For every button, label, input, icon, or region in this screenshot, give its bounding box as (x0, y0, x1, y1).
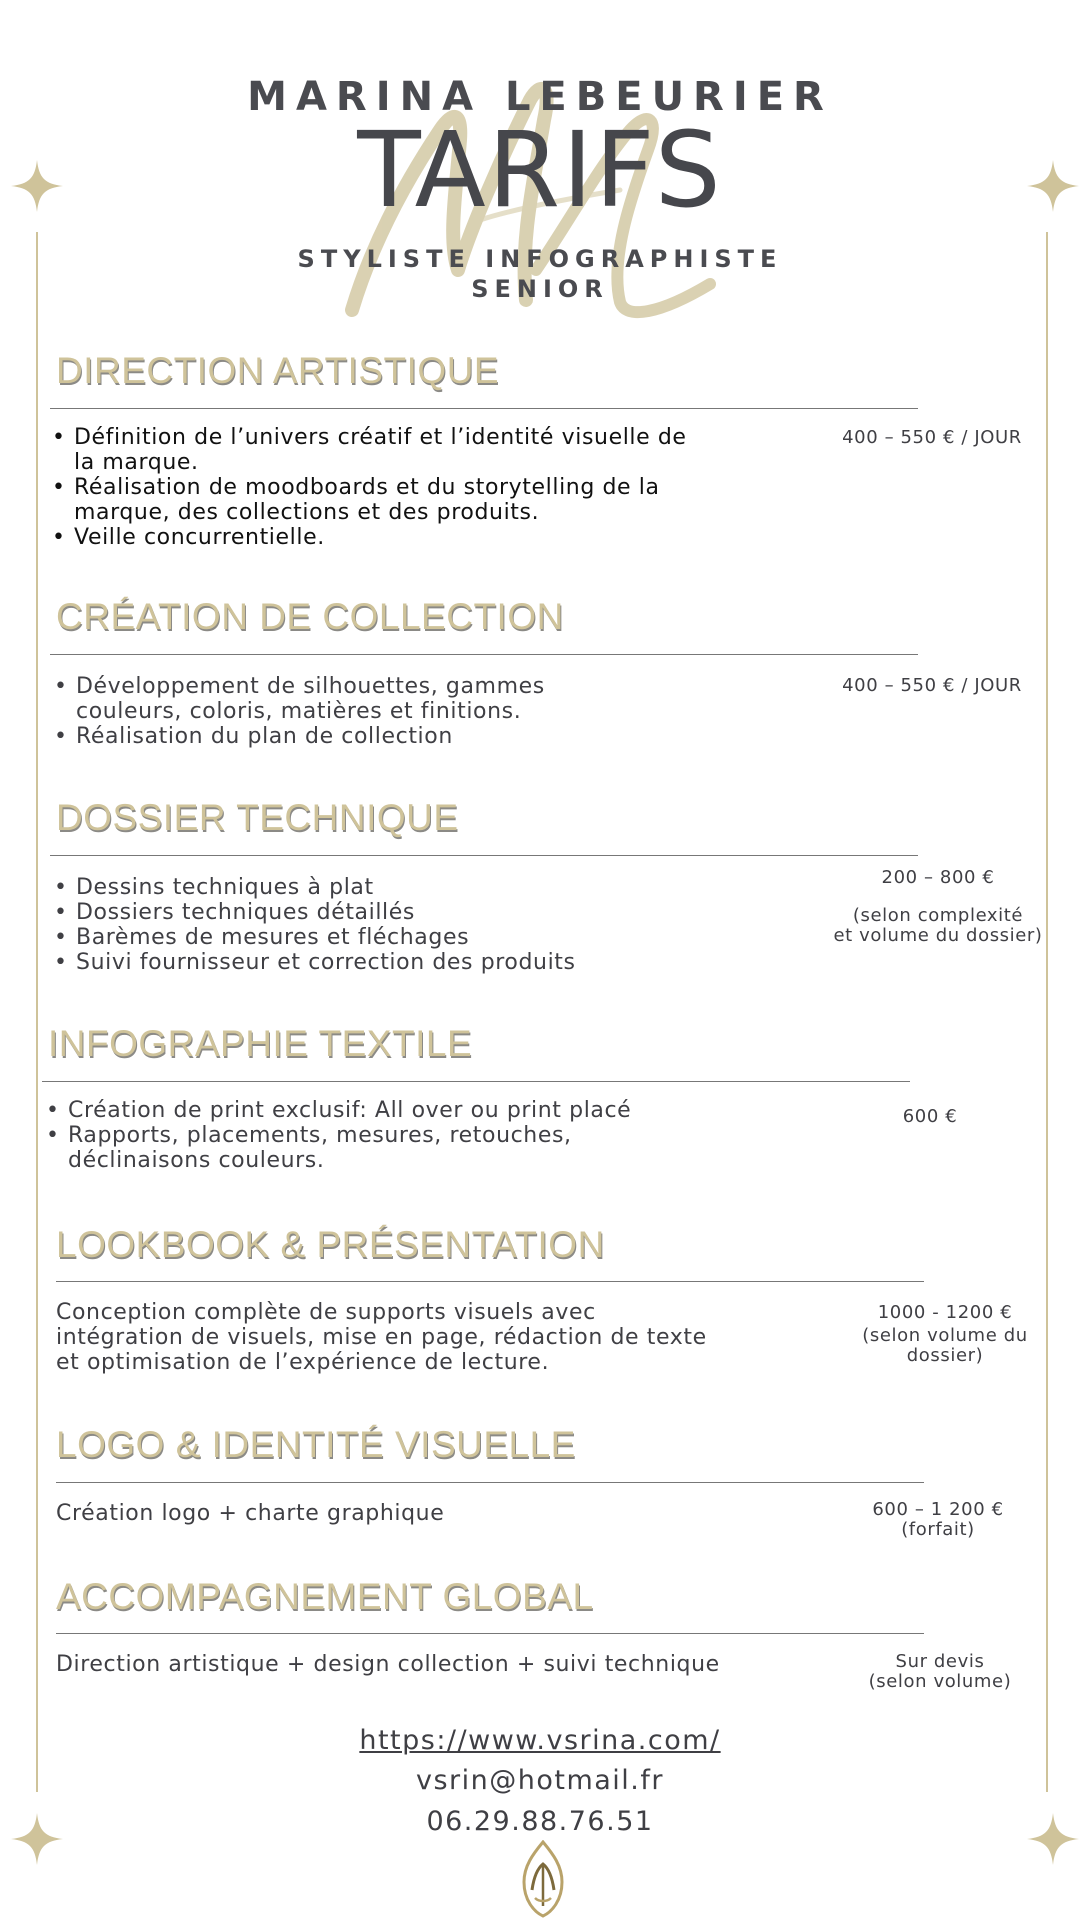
section-list-direction-artistique (50, 425, 770, 550)
job-title-line-2: SENIOR (471, 275, 609, 303)
section-title-lookbook: LOOKBOOK & PRÉSENTATION (56, 1224, 605, 1265)
price-lookbook: 1000 - 1200 € (selon volume du dossier) (862, 1302, 1028, 1366)
list-item: • Définition de l’univers créatif et l’identité visuelle de la marque. (50, 425, 770, 475)
price-accompagnement-global: Sur devis (selon volume) (868, 1651, 1012, 1692)
section-divider (56, 1281, 924, 1282)
list-item: • Réalisation de moodboards et du storytelling de la marque, des collections et des produits. (50, 475, 770, 525)
designer-name: MARINA LEBEURIER (247, 74, 833, 120)
section-title-logo-identite: LOGO & IDENTITÉ VISUELLE (56, 1424, 576, 1465)
job-title (0, 244, 1080, 304)
section-divider (56, 1633, 924, 1634)
section-text-accompagnement-global: Direction artistique + design collection + suivi technique (56, 1652, 720, 1677)
list-item: • Création de print exclusif: All over ou print placé (44, 1098, 784, 1123)
section-text-lookbook: Conception complète de supports visuels avec intégration de visuels, mise en page, rédaction de texte et optimisation de l’expérience de lecture. (56, 1300, 707, 1375)
price-creation-collection: 400 – 550 € / JOUR (842, 675, 1022, 696)
price-dossier-technique: 200 – 800 € (selon complexité et volume du dossier) (833, 867, 1043, 946)
frame-line-left (36, 232, 38, 1792)
website-link[interactable]: https://www.vsrina.com/ (359, 1725, 721, 1756)
section-list-dossier-technique (52, 875, 772, 975)
section-divider (50, 855, 918, 856)
price-logo-identite: 600 – 1 200 € (forfait) (872, 1499, 1004, 1540)
phone-number[interactable]: 06.29.88.76.51 (426, 1806, 654, 1837)
section-list-infographie-textile (44, 1098, 784, 1173)
list-item: • Barèmes de mesures et fléchages (52, 925, 772, 950)
price-direction-artistique: 400 – 550 € / JOUR (842, 427, 1022, 448)
section-title-creation-collection: CRÉATION DE COLLECTION (56, 596, 564, 637)
section-title-infographie-textile: INFOGRAPHIE TEXTILE (48, 1023, 473, 1064)
email-address[interactable]: vsrin@hotmail.fr (415, 1765, 664, 1796)
list-item: • Veille concurrentielle. (50, 525, 770, 550)
section-divider (50, 408, 918, 409)
list-item: • Dessins techniques à plat (52, 875, 772, 900)
section-list-creation-collection (52, 674, 772, 749)
section-title-dossier-technique: DOSSIER TECHNIQUE (56, 797, 459, 838)
list-item: • Réalisation du plan de collection (52, 724, 772, 749)
section-divider (42, 1081, 910, 1082)
section-title-accompagnement-global: ACCOMPAGNEMENT GLOBAL (56, 1576, 594, 1617)
emblem-logo (518, 1840, 568, 1918)
section-title-direction-artistique: DIRECTION ARTISTIQUE (56, 350, 500, 391)
list-item: • Dossiers techniques détaillés (52, 900, 772, 925)
section-divider (50, 654, 918, 655)
job-title-line-1: STYLISTE INFOGRAPHISTE (297, 245, 783, 273)
list-item: • Rapports, placements, mesures, retouches, déclinaisons couleurs. (44, 1123, 784, 1173)
frame-line-right (1046, 232, 1048, 1792)
page-title: TARIFS (357, 109, 723, 231)
section-divider (56, 1482, 924, 1483)
section-text-logo-identite: Création logo + charte graphique (56, 1501, 445, 1526)
price-infographie-textile: 600 € (902, 1106, 958, 1127)
list-item: • Suivi fournisseur et correction des produits (52, 950, 772, 975)
list-item: • Développement de silhouettes, gammes couleurs, coloris, matières et finitions. (52, 674, 772, 724)
